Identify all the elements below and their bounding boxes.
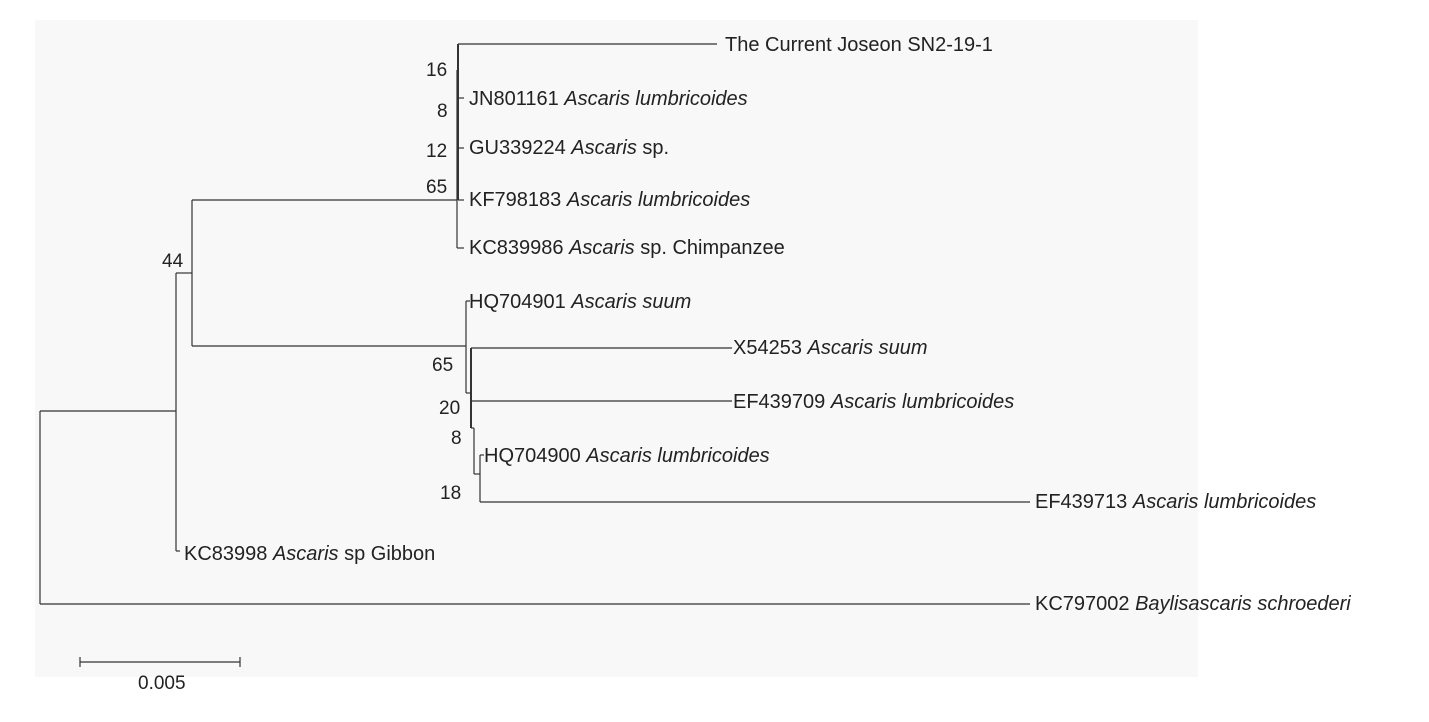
taxon-accession: X54253 bbox=[733, 337, 808, 359]
bootstrap-65-upper: 65 bbox=[426, 177, 448, 198]
taxon-accession: KC83998 bbox=[184, 543, 273, 565]
bootstrap-18: 18 bbox=[440, 483, 462, 504]
taxon-suffix: sp. Chimpanzee bbox=[634, 237, 785, 259]
taxon-accession: EF439713 bbox=[1035, 491, 1133, 513]
taxon-label-gu339224 bbox=[469, 136, 669, 160]
taxon-label-ef439709 bbox=[733, 390, 1014, 414]
taxon-accession: The Current Joseon SN2-19-1 bbox=[725, 34, 993, 56]
bootstrap-12: 12 bbox=[426, 141, 448, 162]
taxon-species: Baylisascaris schroederi bbox=[1135, 593, 1351, 615]
bootstrap-8-lower: 8 bbox=[451, 428, 462, 449]
taxon-label-jn801161 bbox=[469, 87, 748, 111]
taxon-label-joseon bbox=[725, 33, 993, 57]
taxon-label-kf798183 bbox=[469, 188, 750, 212]
taxon-species: Ascaris lumbricoides bbox=[1132, 491, 1317, 513]
bootstrap-8-upper: 8 bbox=[437, 101, 448, 122]
bootstrap-16: 16 bbox=[426, 60, 448, 81]
bootstrap-20: 20 bbox=[439, 398, 461, 419]
taxon-accession: KC839986 bbox=[469, 237, 570, 259]
taxon-accession: HQ704901 bbox=[469, 291, 572, 313]
taxon-label-x54253 bbox=[733, 336, 928, 360]
taxon-accession: JN801161 bbox=[469, 88, 565, 110]
taxon-suffix: sp. bbox=[636, 137, 670, 159]
taxon-species: Ascaris suum bbox=[571, 291, 692, 313]
taxon-accession: EF439709 bbox=[733, 391, 831, 413]
bootstrap-44: 44 bbox=[162, 251, 184, 272]
bootstrap-65-lower: 65 bbox=[432, 355, 454, 376]
taxon-species: Ascaris bbox=[272, 543, 339, 565]
taxon-label-hq704901 bbox=[469, 290, 691, 314]
taxon-accession: HQ704900 bbox=[484, 445, 587, 467]
taxon-species: Ascaris lumbricoides bbox=[586, 445, 770, 467]
taxon-species: Ascaris lumbricoides bbox=[564, 88, 748, 110]
taxon-suffix: sp Gibbon bbox=[338, 543, 436, 565]
scale-bar-label: 0.005 bbox=[138, 673, 186, 694]
taxon-label-kc797002 bbox=[1035, 592, 1351, 616]
taxon-species: Ascaris lumbricoides bbox=[830, 391, 1015, 413]
taxon-label-ef439713 bbox=[1035, 490, 1316, 514]
taxon-species: Ascaris bbox=[571, 137, 637, 159]
taxon-label-kc83998 bbox=[184, 542, 435, 566]
taxon-accession: KF798183 bbox=[469, 189, 567, 211]
taxon-species: Ascaris suum bbox=[807, 337, 928, 359]
taxon-species: Ascaris lumbricoides bbox=[566, 189, 751, 211]
taxon-label-hq704900 bbox=[484, 444, 770, 468]
taxon-accession: KC797002 bbox=[1035, 593, 1136, 615]
taxon-accession: GU339224 bbox=[469, 137, 572, 159]
taxon-species: Ascaris bbox=[569, 237, 635, 259]
taxon-label-kc839986 bbox=[469, 236, 785, 260]
